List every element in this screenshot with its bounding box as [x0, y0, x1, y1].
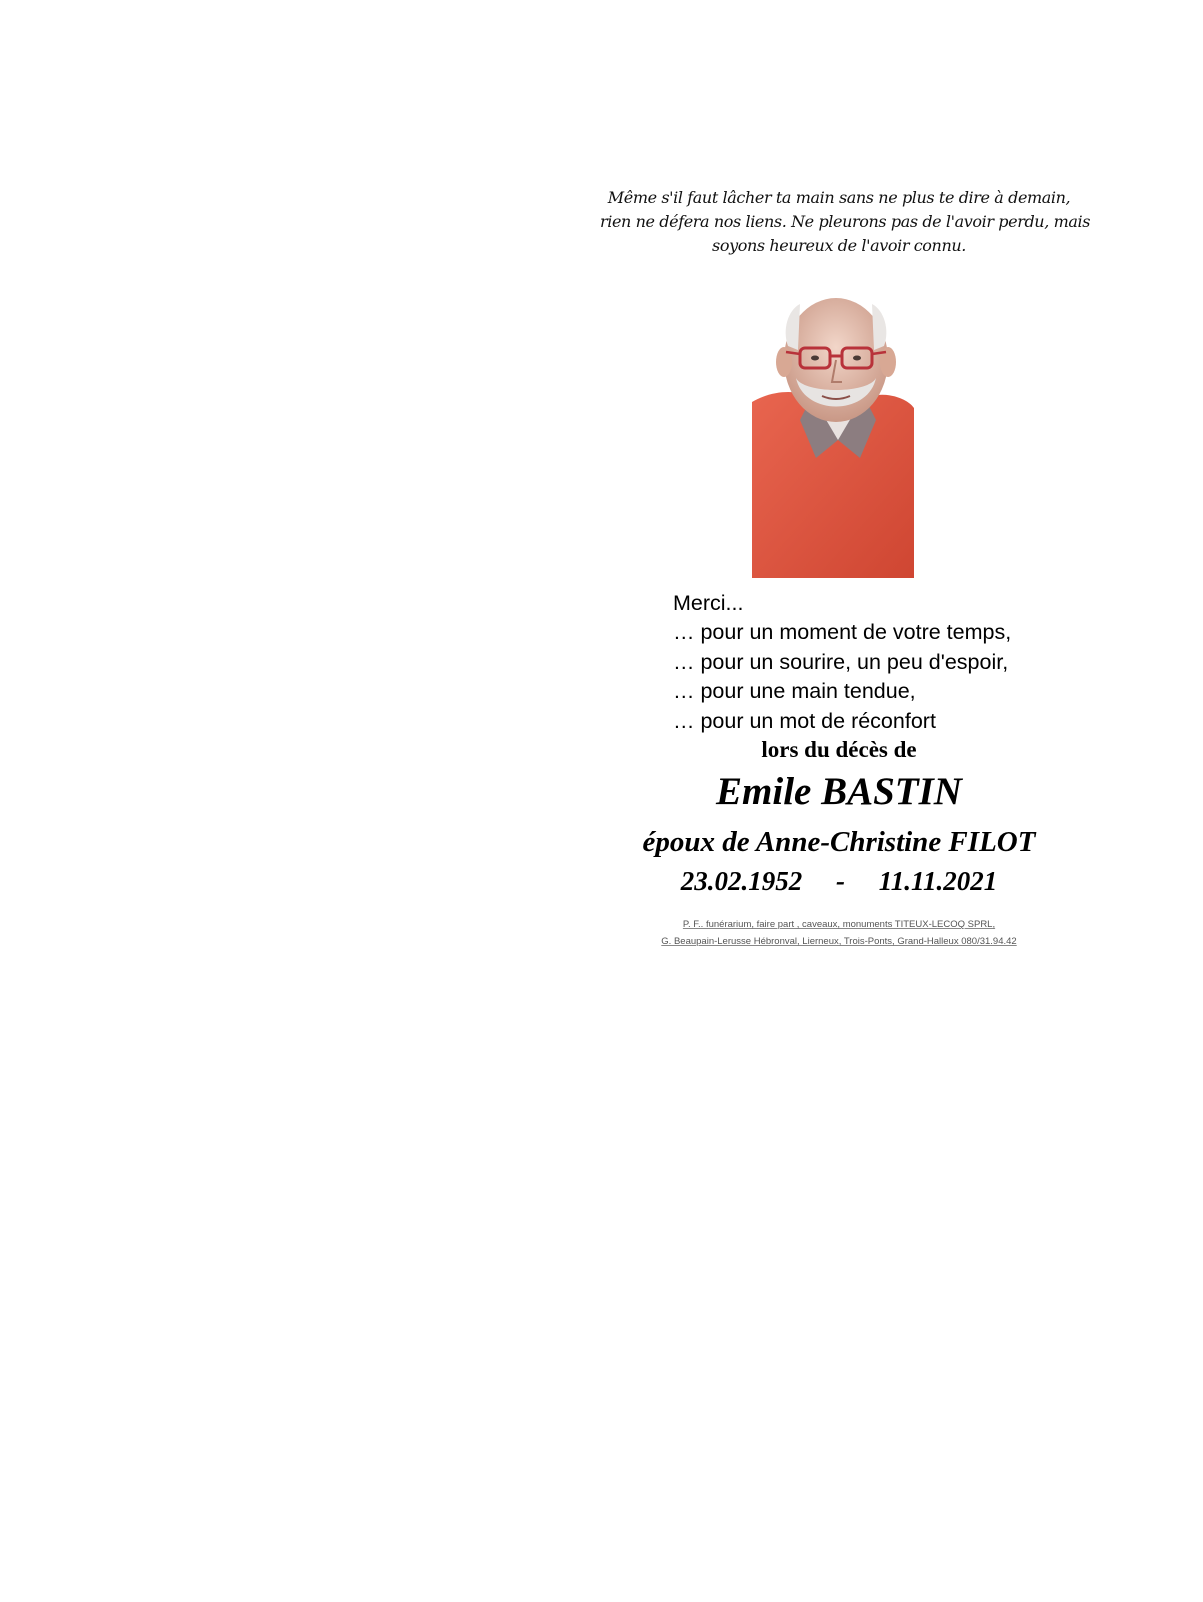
thanks-line: Merci...	[673, 591, 744, 615]
quote-line-3: soyons heureux de l'avoir connu.	[712, 236, 966, 255]
quote-line-2: rien ne défera nos liens. Ne pleurons pas de l'avoir perdu, mais	[600, 212, 1091, 231]
thanks-line: … pour une main tendue,	[673, 679, 916, 704]
thanks-line: … pour un moment de votre temps,	[673, 620, 1012, 645]
deceased-intro: lors du décès de	[761, 737, 917, 762]
footer-line-1: P. F.. funérarium, faire part , caveaux, monuments TITEUX-LECOQ SPRL,	[682, 919, 996, 930]
memorial-quote	[600, 186, 1091, 258]
spouse-line: époux de Anne-Christine FILOT	[642, 826, 1036, 858]
funeral-home-footer	[600, 916, 1078, 950]
deceased-name: Emile BASTIN	[716, 770, 962, 813]
thanks-line: … pour un sourire, un peu d'espoir,	[673, 649, 1009, 674]
life-dates: 23.02.1952 - 11.11.2021	[680, 866, 998, 896]
quote-line-1: Même s'il faut lâcher ta main sans ne plus te dire à demain,	[607, 188, 1071, 207]
thanks-line: … pour un mot de réconfort	[673, 708, 936, 733]
thanks-message	[673, 589, 1093, 736]
portrait-photo	[752, 290, 922, 580]
footer-line-2: G. Beaupain-Lerusse Hébronval, Lierneux, Trois-Ponts, Grand-Halleux 080/31.94.42	[661, 936, 1017, 947]
